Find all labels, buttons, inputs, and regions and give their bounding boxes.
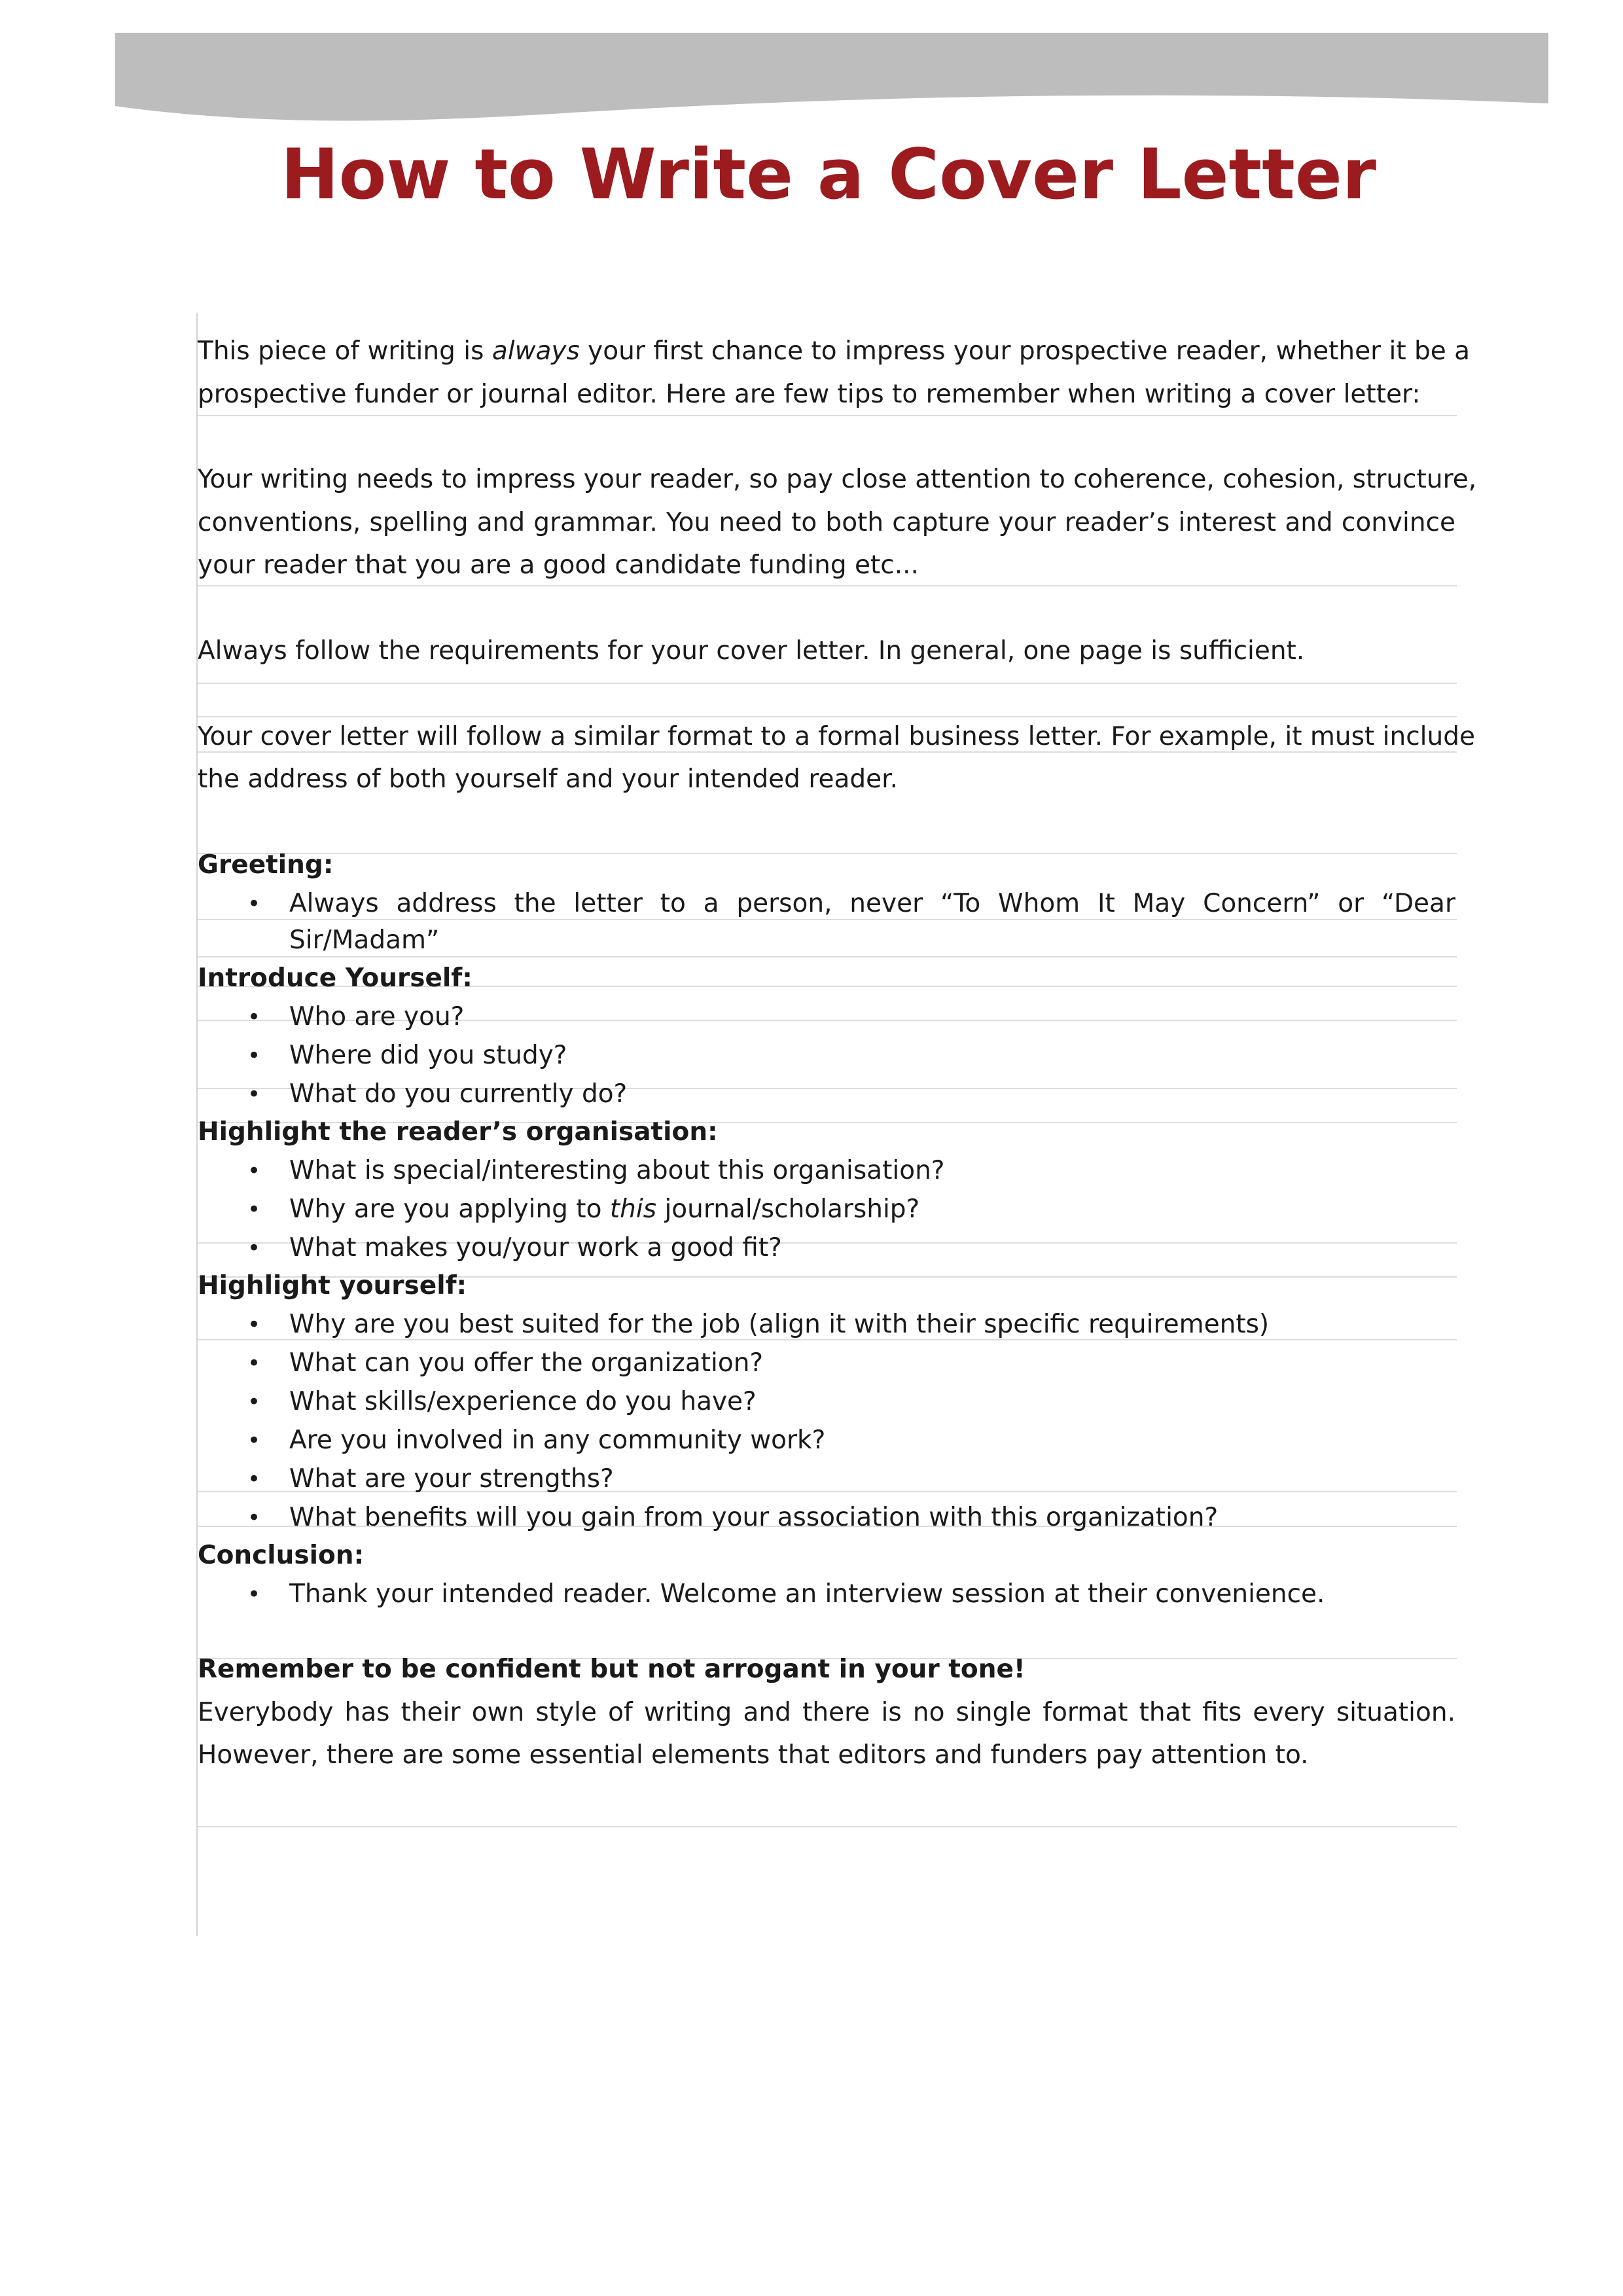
list-item: • Who are you? [198,996,1455,1039]
closing-heading: Remember to be confident but not arrogant in your tone! [198,1655,1026,1684]
paragraph-line: Everybody has their own style of writing and there is no single format that fits every situation. [198,1698,1455,1727]
bullet-icon: • [247,1581,261,1607]
bullet-icon: • [247,1350,261,1376]
list-item-continuation: Sir/Madam” [289,925,440,955]
bullet-icon: • [247,1043,261,1069]
list-item: • What are your strengths? [198,1458,1455,1501]
paragraph-line: Your cover letter will follow a similar format to a formal business letter. For example, it must include [198,722,1475,751]
bullet-icon: • [247,1235,261,1261]
list-item: • Thank your intended reader. Welcome an interview session at their convenience. [198,1573,1455,1616]
list-item: • Where did you study? [198,1034,1455,1077]
bullet-icon: • [247,891,261,917]
bullet-icon: • [247,1312,261,1338]
list-item: • Always address the letter to a person, never “To Whom It May Concern” or “Dear [198,882,1455,925]
paragraph-line: Your writing needs to impress your reader, so pay close attention to coherence, cohesion, structure, [198,465,1477,494]
list-item: • What benefits will you gain from your association with this organization? [198,1496,1455,1539]
emphasis: this [609,1194,657,1224]
list-item: • Are you involved in any community work? [198,1419,1455,1462]
bullet-icon: • [247,1466,261,1492]
list-item: • What skills/experience do you have? [198,1380,1455,1424]
section-heading-greeting: Greeting: [198,850,334,880]
paragraph-line: your reader that you are a good candidate funding etc... [198,550,919,580]
paragraph-line: the address of both yourself and your intended reader. [198,764,898,794]
bullet-icon: • [247,1427,261,1454]
page-title: How to Write a Cover Letter [280,134,1377,215]
paragraph-line: Always follow the requirements for your cover letter. In general, one page is sufficient. [198,636,1305,666]
list-item: • What can you offer the organization? [198,1342,1455,1385]
list-item: • Why are you applying to this journal/scholarship? [198,1188,1455,1231]
bullet-icon: • [247,1081,261,1107]
bullet-icon: • [247,1196,261,1223]
emphasis: always [491,336,580,366]
list-item: • What do you currently do? [198,1073,1455,1116]
section-heading-organisation: Highlight the reader’s organisation: [198,1117,718,1147]
section-heading-conclusion: Conclusion: [198,1541,365,1570]
bullet-icon: • [247,1389,261,1415]
paragraph-line: However, there are some essential elements that editors and funders pay attention to. [198,1740,1309,1770]
section-heading-introduce: Introduce Yourself: [198,963,473,993]
list-item: • What is special/interesting about this organisation? [198,1149,1455,1193]
bullet-icon: • [247,1004,261,1030]
bullet-icon: • [247,1158,261,1184]
intro-line: This piece of writing is always your first chance to impress your prospective reader, whether it be a [198,336,1471,366]
list-item: • What makes you/your work a good fit? [198,1227,1455,1270]
section-heading-yourself: Highlight yourself: [198,1271,467,1300]
bullet-icon: • [247,1505,261,1531]
list-item: • Why are you best suited for the job (align it with their specific requirements) [198,1303,1455,1346]
intro-line: prospective funder or journal editor. Here are few tips to remember when writing a cover letter: [198,380,1421,409]
document-body [198,0,1477,2296]
paragraph-line: conventions, spelling and grammar. You need to both capture your reader’s interest and convince [198,508,1455,537]
